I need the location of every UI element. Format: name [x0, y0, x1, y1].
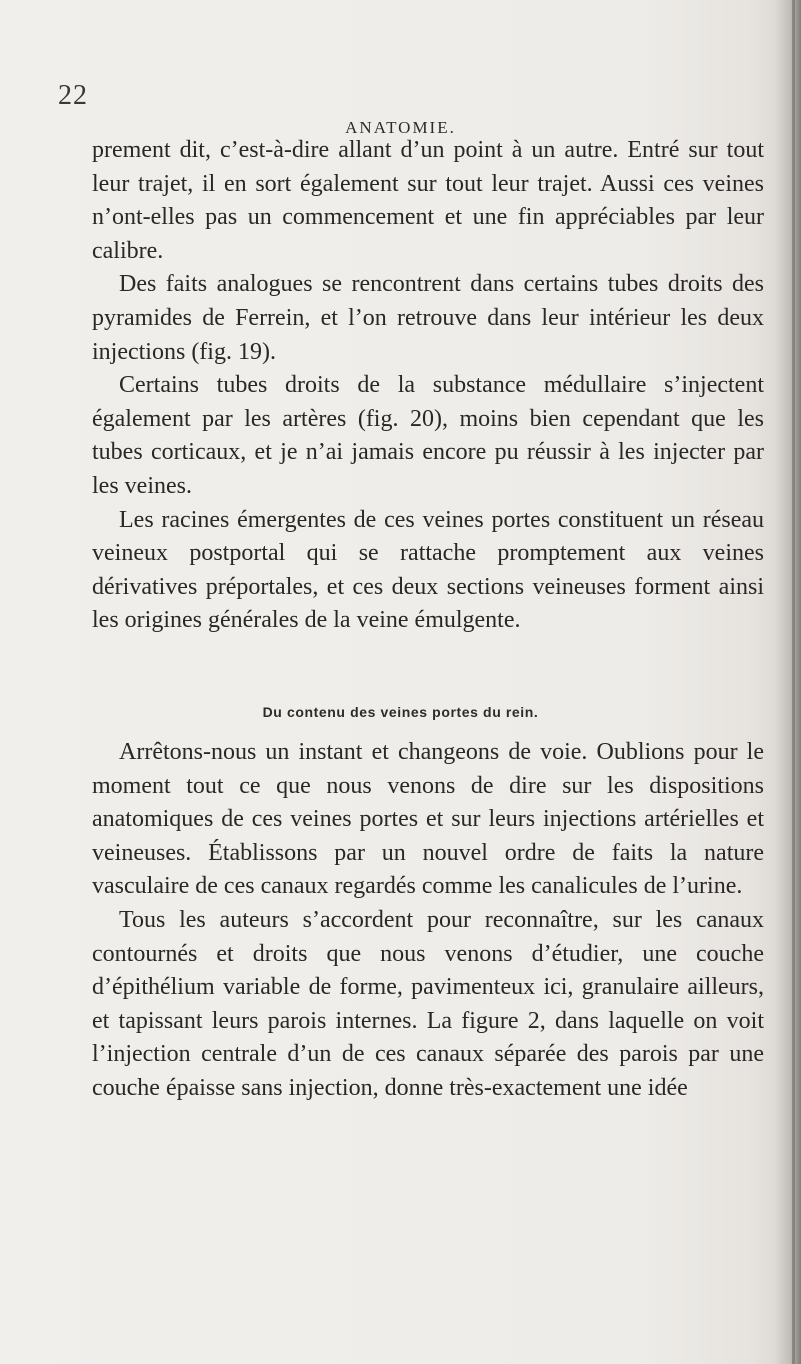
paragraph: Des faits analogues se rencontrent dans certains tubes droits des pyramides de Ferrein, et l’on retrouve dans leur intérieur les deux injections (fig. 19). — [92, 271, 764, 365]
paragraph: Les racines émergentes de ces veines portes constituent un réseau veineux postportal qui se rattache promptement aux veines dérivatives préportales, et ces deux sections veineuses forment ainsi les origines générales de la veine émulgente. — [92, 506, 764, 634]
body-text-top — [92, 134, 764, 638]
binding-edge — [792, 0, 795, 1364]
paragraph: Tous les auteurs s’accordent pour reconnaître, sur les canaux contournés et droits que nous venons d’étudier, une couche d’épithélium variable de forme, pavimenteux ici, granulaire ailleurs, et tapissant leurs parois internes. La figure 2, dans laquelle on voit l’injection centrale d’un de ces canaux séparée des parois par une couche épaisse sans injection, donne très-exactement une idée — [92, 906, 764, 1101]
running-head: ANATOMIE. — [345, 118, 456, 137]
page-number: 22 — [58, 80, 88, 111]
section-title: Du contenu des veines portes du rein. — [262, 704, 539, 720]
paragraph: prement dit, c’est-à-dire allant d’un point à un autre. Entré sur tout leur trajet, il en sort également sur tout leur trajet. Aussi ces veines n’ont-elles pas un commencement et une fin appréciables par leur calibre. — [92, 137, 764, 264]
page-edge-shadow — [775, 0, 801, 1364]
paragraph: Arrêtons-nous un instant et changeons de voie. Oublions pour le moment tout ce que nous venons de dire sur les dispositions anatomiques de ces veines portes et sur leurs injections artérielles et veineuses. Établissons par un nouvel ordre de faits la nature vasculaire de ces canaux regardés comme les canalicules de l’urine. — [92, 739, 764, 900]
paragraph: Certains tubes droits de la substance médullaire s’injectent également par les artères (fig. 20), moins bien cependant que les tubes corticaux, et je n’ai jamais encore pu réussir à les injecter par les veines. — [92, 372, 764, 499]
body-text-bottom — [92, 736, 764, 1106]
